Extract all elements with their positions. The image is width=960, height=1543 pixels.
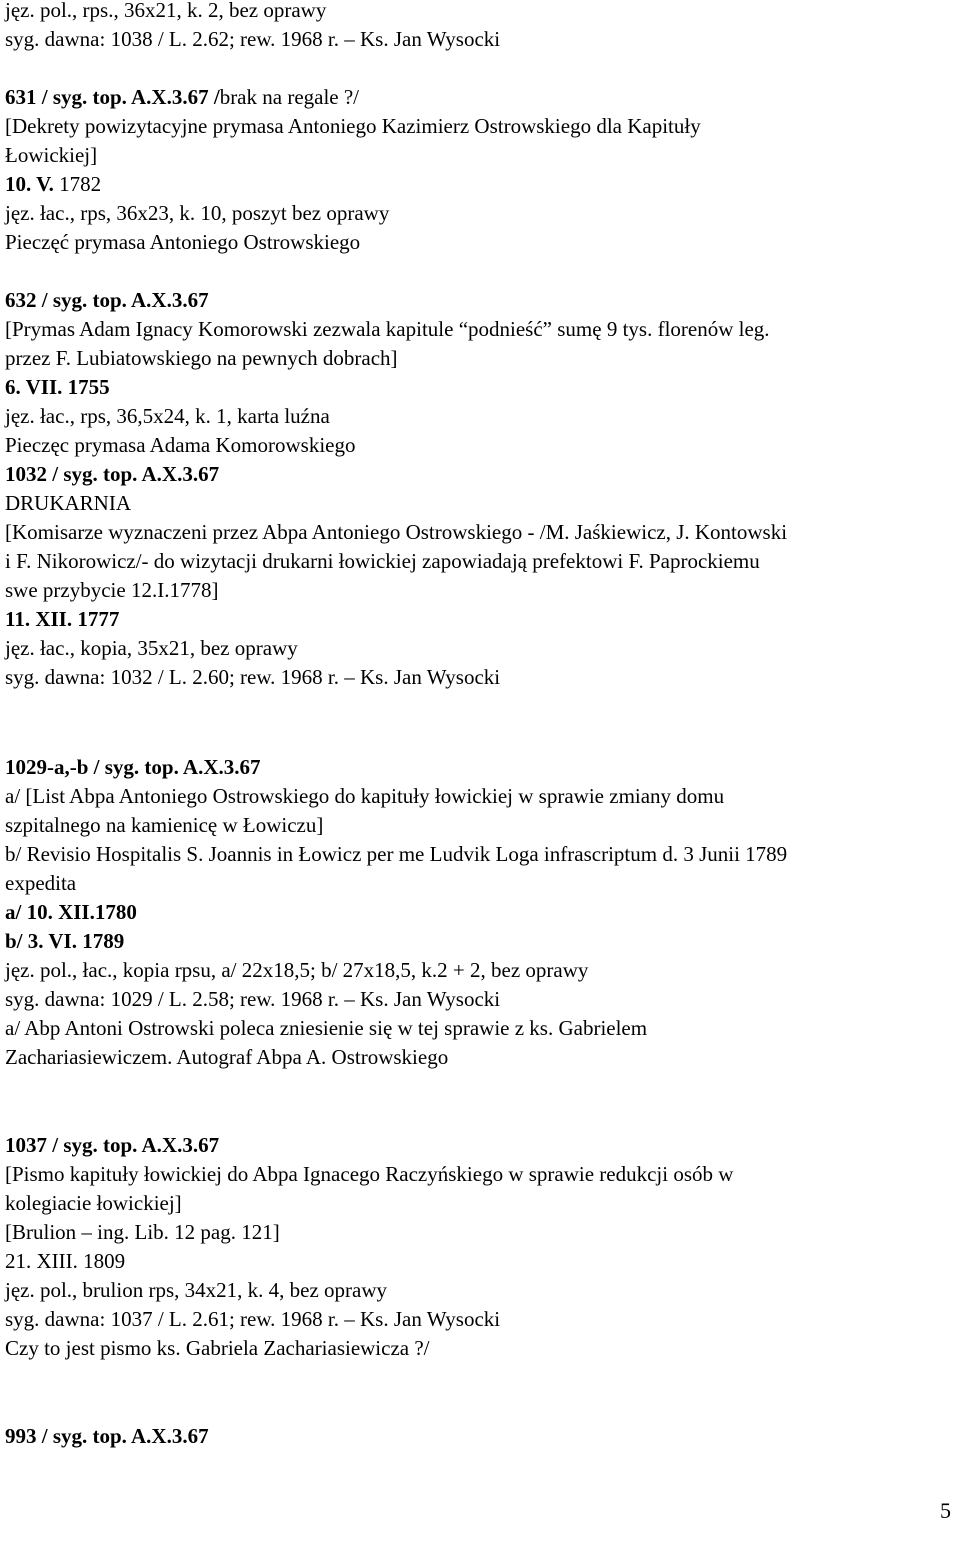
text-line: b/ Revisio Hospitalis S. Joannis in Łowicz per me Ludvik Loga infrascriptum d. 3 Junii 1789: [5, 842, 788, 866]
text-line: [Komisarze wyznaczeni przez Abpa Antoniego Ostrowskiego - /M. Jaśkiewicz, J. Kontowski: [5, 520, 788, 544]
date-bold-part: 10. V.: [5, 172, 54, 196]
text-line: Łowickiej]: [5, 143, 98, 167]
text-line: syg. dawna: 1037 / L. 2.61; rew. 1968 r. – Ks. Jan Wysocki: [5, 1307, 501, 1331]
text-line: [Brulion – ing. Lib. 12 pag. 121]: [5, 1220, 280, 1244]
text-line: jęz. pol., rps., 36x21, k. 2, bez oprawy: [5, 0, 327, 22]
text-line: Czy to jest pismo ks. Gabriela Zachariasiewicza ?/: [5, 1336, 430, 1360]
text-line: [Dekrety powizytacyjne prymasa Antoniego Kazimierz Ostrowskiego dla Kapituły: [5, 114, 701, 138]
text-line: Pieczęć prymasa Antoniego Ostrowskiego: [5, 230, 361, 254]
entry-date: b/ 3. VI. 1789: [5, 929, 125, 953]
entry-date: a/ 10. XII.1780: [5, 900, 137, 924]
text-line: jęz. łac., kopia, 35x21, bez oprawy: [5, 636, 298, 660]
entry-date: [5, 170, 101, 199]
date-year: 1782: [53, 172, 102, 196]
text-line: expedita: [5, 871, 77, 895]
text-line: DRUKARNIA: [5, 491, 131, 515]
text-line: i F. Nikorowicz/- do wizytacji drukarni łowickiej zapowiadają prefektowi F. Paprockiemu: [5, 549, 760, 573]
text-line: przez F. Lubiatowskiego na pewnych dobrach]: [5, 346, 398, 370]
text-line: szpitalnego na kamienicę w Łowiczu]: [5, 813, 324, 837]
text-line: Zachariasiewiczem. Autograf Abpa A. Ostrowskiego: [5, 1045, 449, 1069]
entry-heading-632: 632 / syg. top. A.X.3.67: [5, 288, 209, 312]
text-line: syg. dawna: 1029 / L. 2.58; rew. 1968 r. – Ks. Jan Wysocki: [5, 987, 501, 1011]
text-line: jęz. pol., łac., kopia rpsu, a/ 22x18,5; b/ 27x18,5, k.2 + 2, bez oprawy: [5, 958, 589, 982]
entry-heading-1037: 1037 / syg. top. A.X.3.67: [5, 1133, 220, 1157]
text-line: a/ Abp Antoni Ostrowski poleca zniesienie się w tej sprawie z ks. Gabrielem: [5, 1016, 648, 1040]
entry-date: 6. VII. 1755: [5, 375, 110, 399]
entry-signature: 631 / syg. top. A.X.3.67 /: [5, 85, 220, 109]
entry-date: 11. XII. 1777: [5, 607, 120, 631]
text-line: [Pismo kapituły łowickiej do Abpa Ignacego Raczyńskiego w sprawie redukcji osób w: [5, 1162, 734, 1186]
text-line: syg. dawna: 1038 / L. 2.62; rew. 1968 r. – Ks. Jan Wysocki: [5, 27, 501, 51]
text-line: jęz. łac., rps, 36x23, k. 10, poszyt bez oprawy: [5, 201, 390, 225]
text-line: swe przybycie 12.I.1778]: [5, 578, 219, 602]
text-line: syg. dawna: 1032 / L. 2.60; rew. 1968 r. – Ks. Jan Wysocki: [5, 665, 501, 689]
entry-heading-993: 993 / syg. top. A.X.3.67: [5, 1424, 209, 1448]
text-line: jęz. łac., rps, 36,5x24, k. 1, karta luźna: [5, 404, 330, 428]
text-line: 21. XIII. 1809: [5, 1249, 126, 1273]
entry-note: brak na regale ?/: [219, 85, 360, 109]
text-line: Pieczęc prymasa Adama Komorowskiego: [5, 433, 356, 457]
text-line: [Prymas Adam Ignacy Komorowski zezwala kapitule “podnieść” sumę 9 tys. florenów leg.: [5, 317, 770, 341]
entry-heading-1029: 1029-a,-b / syg. top. A.X.3.67: [5, 755, 261, 779]
text-line: jęz. pol., brulion rps, 34x21, k. 4, bez oprawy: [5, 1278, 388, 1302]
entry-heading-631: [5, 83, 359, 112]
page-number: 5: [940, 1498, 951, 1523]
text-line: kolegiacie łowickiej]: [5, 1191, 182, 1215]
entry-heading-1032: 1032 / syg. top. A.X.3.67: [5, 462, 220, 486]
text-line: a/ [List Abpa Antoniego Ostrowskiego do kapituły łowickiej w sprawie zmiany domu: [5, 784, 725, 808]
